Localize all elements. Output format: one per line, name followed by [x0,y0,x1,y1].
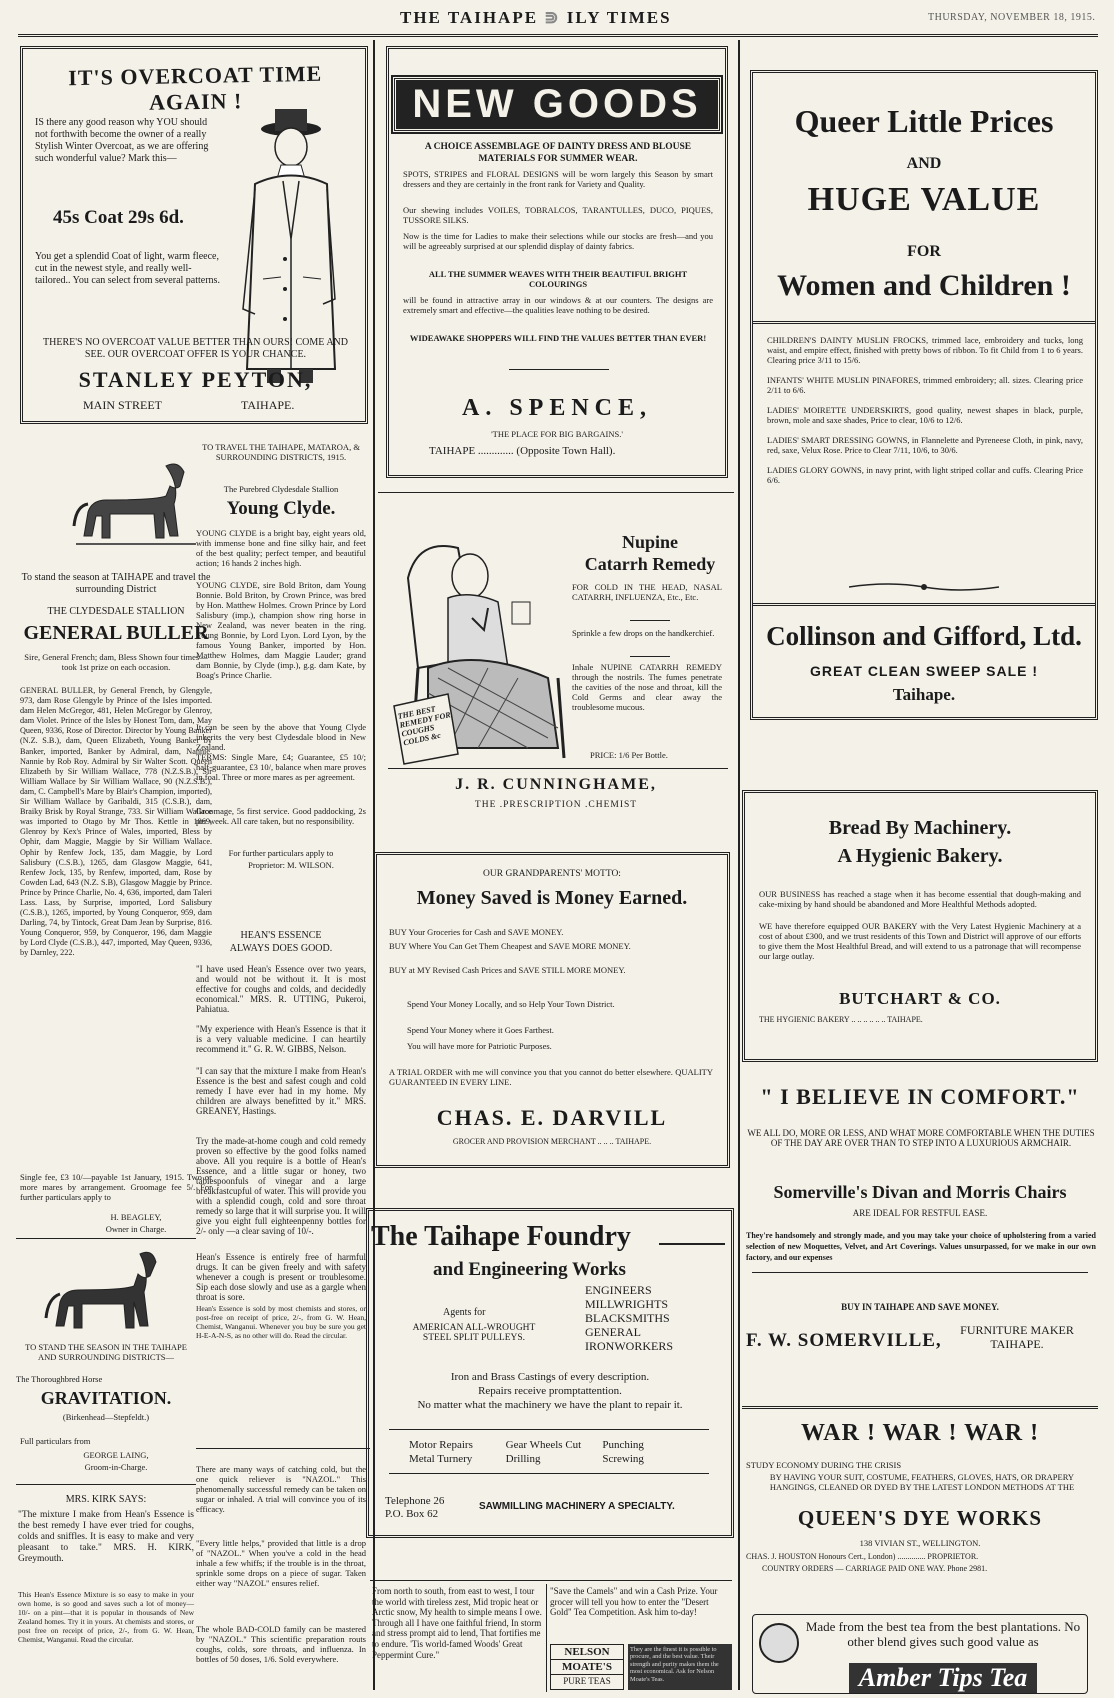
moate-brand-3: PURE TEAS [551,1674,623,1687]
nupine-rule-2 [630,656,670,657]
somerville-name: F. W. SOMERVILLE, [746,1330,942,1351]
woods-text: From north to south, from east to west, I tour the world with tireless zest, Mid tropic heat or Arctic snow, My health to simple means I owe. Through all I have one faithful friend, In storm and stress prompt aid to lend, That fortifies me to endure. 'Tis world-famed Woods' Great Peppermint Cure." [372,1586,542,1660]
spence-p1: SPOTS, STRIPES and FLORAL DESIGNS will be worn largely this Season by smart dressers and they are certainly in the front rank for Variety and Quality. [403,169,713,189]
collinson-item: LADIES' SMART DRESSING GOWNS, in Flannelette and Pyreneese Cloth, in pink, navy, red, saxe, Velux Rose. Price to Clear 7/11, 10/6, to 30/6. [767,435,1083,455]
medal-icon [759,1623,799,1663]
nupine-p1: Sprinkle a few drops on the handkerchief. [572,628,715,638]
clyde-p6: For further particulars apply to [228,848,334,858]
heans-p5: Hean's Essence is entirely free of harmful drugs. It can be given freely and with safety whenever a cough is present or troublesome. Sip each dose slowly and use as a gargle when throat is sore. [196,1252,366,1302]
somerville-p2: They're handsomely and strongly made, and you may take your choice of upholstering from a varied selection of new Moquettes, Velvet, and Art Coverings. Values unsurpassed, for we make in our own factory, and our expenses [746,1231,1096,1262]
somerville-rule [752,1272,1088,1273]
nupine-title2: Catarrh Remedy [584,554,716,574]
foundry-trade: BLACKSMITHS [585,1311,670,1325]
foundry-services [409,1439,699,1465]
spence-p3: Now is the time for Ladies to make their selections while our stocks are fresh—and you will be agreeably surprised at our splendid display of dainty fabrics. [403,231,713,251]
foundry-ad [366,1208,734,1538]
queens-prop: CHAS. J. HOUSTON Honours Cert., London) .............. PROPRIETOR. [746,1552,979,1561]
spence-address: TAIHAPE ............. (Opposite Town Hall). [429,445,616,457]
peyton-headline: IT'S OVERCOAT TIME AGAIN ! [68,60,323,115]
foundry-trade: GENERAL [585,1325,641,1339]
butchart-h1: Bread By Machinery. [828,817,1012,839]
moate-small: They are the finest it is possible to procure, and the best value. Their strength and purity makes them the most economical. Ask for Nelson Moate's Teas. [628,1644,732,1690]
clyde-p1: YOUNG CLYDE is a bright bay, eight years old, with immense bone and fine silky hair, and feet of the best quality; perfect temper, and beautiful action; 16 hands 2 inches high. [196,528,366,568]
queens-ad [742,1414,1098,1590]
foundry-h2: and Engineering Works [433,1259,626,1280]
collinson-h3: HUGE VALUE [807,181,1041,218]
foundry-rule [389,1429,709,1430]
spence-logo: NEW GOODS [393,77,720,132]
peyton-intro: IS there any good reason why YOU should not forthwith become the owner of a really Stylish Winter Overcoat, as we are offering such wonderful value? Mark this— [35,117,209,164]
peyton-body: You get a splendid Coat of light, warm fleece, cut in the newest style, and really well-tailored.. You can select from several patterns. [35,251,220,286]
nupine-for: FOR COLD IN THE HEAD, NASAL CATARRH, INFLUENZA, Etc., Etc. [572,582,722,602]
darvill-p3: BUY at MY Revised Cash Prices and SAVE STILL MORE MONEY. [389,965,626,975]
somerville-p3: BUY IN TAIHAPE AND SAVE MONEY. [841,1302,999,1312]
queens-war: WAR ! WAR ! WAR ! [800,1420,1040,1446]
peyton-name: STANLEY PEYTON, [78,367,313,392]
heans-h2: ALWAYS DOES GOOD. [229,943,333,954]
spence-sub: A CHOICE ASSEMBLAGE OF DAINTY DRESS AND BLOUSE MATERIALS FOR SUMMER WEAR. [424,142,692,164]
foundry-trade: MILLWRIGHTS [585,1297,669,1311]
kirk-ad [16,1494,196,1694]
foundry-agents: Agents for [443,1307,486,1318]
collinson-h5: Women and Children ! [777,269,1071,302]
foundry-service: Gear Wheels Cut [505,1439,582,1451]
nupine-rule-1 [630,620,670,621]
moate-brand-2: MOATE'S [551,1659,623,1674]
darvill-p5: Spend Your Money where it Goes Farthest. [407,1025,554,1035]
heans-p2: "My experience with Hean's Essence is that it is a very valuable medicine. I can heartily recommend it." G. R. W. GIBBS, Nelson. [196,1024,366,1054]
darvill-role: GROCER AND PROVISION MERCHANT .. .. .. TAIHAPE. [452,1137,652,1146]
foundry-h1: The Taihape Foundry [371,1221,631,1252]
somerville-h1: " I BELIEVE IN COMFORT." [760,1084,1080,1109]
nazol-ad [196,1464,370,1694]
nupine-p2: Inhale NUPINE CATARRH REMEDY through the nostrils. The fumes penetrate the cavities of the nose and throat, kill the Cold Germs and clear away the troublesome mucous. [572,662,722,712]
collinson-town: Taihape. [892,685,956,704]
kirk-small: This Hean's Essence Mixture is so easy to make in your own home, is so good and saves such a lot of money—10/- on a pint—that it is popular in thousands of New Zealand homes. Try it in yours. At chemists and stores, or post free on receipt of price, 2/-, from G. W. Hean, Chemist, Wanganui. Read the circular. [18,1590,194,1644]
peyton-town: TAIHAPE. [241,398,295,412]
nazol-p1: There are many ways of catching cold, but the one quick reliever is "NAZOL." This phenomenally successful remedy can be taken on sugar or inhaled. A trial will convince you of its efficacy. [196,1464,366,1514]
gravitation-ad [16,1246,196,1472]
darvill-p2: BUY Where You Can Get Them Cheapest and SAVE MORE MONEY. [389,941,631,951]
masthead-title: THE TAIHAPE ⋑ ILY TIMES [400,8,672,27]
somerville-role1: FURNITURE MAKER [960,1323,1074,1337]
nupine-price: PRICE: 1/6 Per Bottle. [590,750,668,760]
darvill-p6: You will have more for Patriotic Purposes. [407,1041,552,1051]
buller-rule [16,1238,196,1239]
nupine-role: THE .PRESCRIPTION .CHEMIST [474,800,638,810]
darvill-ad [374,852,730,1168]
nupine-title1: Nupine [621,532,679,552]
camels-text: "Save the Camels" and win a Cash Prize. Your grocer will tell you how to enter the "Desert Gold" Tea Competition. Ask him to-day! [550,1586,718,1618]
gravitation-apply: Full particulars from [20,1436,91,1446]
butchart-ad [742,790,1098,1062]
nazol-p2: "Every little helps," provided that little is a drop of "NAZOL." When you've a cold in the head inhale a few whiffs; if the trouble is in the throat, sprinkle some drops on a piece of sugar. Taken either way "NAZOL" ensures relief. [196,1538,366,1588]
gravitation-breed: The Thoroughbred Horse [16,1374,103,1384]
foundry-service: Motor Repairs [409,1439,473,1451]
nupine-ad [380,498,732,828]
somerville-h2b: ARE IDEAL FOR RESTFUL EASE. [852,1208,988,1218]
foundry-rule-2 [389,1473,709,1474]
foundry-p1: Iron and Brass Castings of every description. [450,1371,650,1383]
collinson-h1: Queer Little Prices [794,103,1054,139]
peyton-price: 45s Coat 29s 6d. [53,207,184,228]
queens-addr: 138 VIVIAN ST., WELLINGTON. [859,1538,981,1548]
buller-terms: Single fee, £3 10/—payable 1st January, 1915. Two or more mares by arrangement. Groomage fee 5/. For further particulars apply to [20,1172,212,1202]
foundry-trade: ENGINEERS [585,1283,652,1297]
foundry-spec: SAWMILLING MACHINERY A SPECIALTY. [479,1501,675,1512]
buller-sire: Sire, General French; dam, Bless Shown four times—took 1st prize on each occasion. [24,652,208,672]
heans-ad [196,930,370,1450]
masthead-title-right: ILY TIMES [566,8,672,27]
nazol-p3: The whole BAD-COLD family can be mastered by "NAZOL." This scientific preparation routs coughs, colds, sore throats, and influenza. In bottles of 50 doses, 1/6. Sold everywhere. [196,1624,366,1664]
spence-p6: WIDEAWAKE SHOPPERS WILL FIND THE VALUES BETTER THAN EVER! [409,333,707,343]
masthead-date: THURSDAY, NOVEMBER 18, 1915. [928,12,1096,23]
spence-p5: will be found in attractive array in our windows & at our counters. The designs are extremely smart and effective—the qualities leave nothing to be desired. [403,295,713,315]
buller-travel: To stand the season at TAIHAPE and travel the surrounding District [21,572,211,595]
darvill-headline: Money Saved is Money Earned. [416,887,688,909]
foundry-service: Metal Turnery [409,1453,473,1465]
clyde-p3: It can be seen by the above that Young Clyde inherits the very best Clydesdale blood in New Zealand. [196,722,366,752]
collinson-rule-2 [753,603,1095,606]
kirk-quote: "The mixture I make from Hean's Essence is the best remedy I have ever tried for coughs, colds and sniffles. It is easy to make and very pleasant to take." MRS. H. KIRK, Greymouth. [18,1510,194,1564]
collinson-item: LADIES' MOIRETTE UNDERSKIRTS, good quality, newest shapes in black, purple, brown, mole and saxe shades, Price to clear, 10/6 to 12/6. [767,405,1083,425]
gravitation-rule [16,1484,196,1485]
collinson-items [767,335,1083,490]
foundry-p3: No matter what the machinery we have the plant to repair it. [417,1399,683,1411]
kirk-head: MRS. KIRK SAYS: [65,1494,147,1505]
clyde-head: TO TRAVEL THE TAIHAPE, MATAROA, & SURROUNDING DISTRICTS, 1915. [202,442,360,462]
somerville-bottom-rule [742,1406,1098,1409]
clyde-ad [196,436,370,916]
collinson-h2: AND [906,155,942,172]
peyton-address: MAIN STREET [83,398,162,412]
heans-p6: Hean's Essence is sold by most chemists and stores, or post-free on receipt of price, 2/-, from G. W. Hean, Chemist, Wanganui. Whenever you buy be sure you get H-E-A-N-S, as no other will do. Read the circular. [196,1304,366,1340]
collinson-name: Collinson and Gifford, Ltd. [766,621,1082,651]
heans-p3: "I can say that the mixture I make from Hean's Essence is the best and safest cough and cold remedy I have ever had in my home. My children are always benefitted by it." MRS. GREANEY, Hastings. [196,1066,366,1116]
gravitation-role: Groom-in-Charge. [84,1462,148,1472]
amber-brand-wrap [803,1663,1083,1693]
spence-ad [386,46,728,478]
moate-brand-box [550,1644,624,1690]
foundry-rule-bottom [370,1580,732,1581]
amber-ad [752,1614,1088,1694]
darvill-p7: A TRIAL ORDER with me will convince you that you cannot do better elsewhere. QUALITY GUARANTEED IN EVERY LINE. [389,1067,713,1087]
buller-owner: H. BEAGLEY, [110,1212,162,1222]
queens-orders: COUNTRY ORDERS — CARRIAGE PAID ONE WAY. Phone 2981. [762,1564,988,1573]
collinson-ad [750,70,1098,720]
spence-logo-wrap [389,77,725,132]
foundry-p2: Repairs receive promptattention. [478,1385,622,1397]
butchart-h2: A Hygienic Bakery. [837,845,1003,867]
collinson-rule-1 [753,321,1095,324]
somerville-role2: TAIHAPE. [990,1337,1044,1351]
collinson-item: INFANTS' WHITE MUSLIN PINAFORES, trimmed embroidery; all. sizes. Clearing price 2/11 to 6/6. [767,375,1083,395]
somerville-h2: Somerville's Divan and Morris Chairs [773,1182,1067,1202]
darvill-motto: OUR GRANDPARENTS' MOTTO: [483,869,621,879]
spence-tagline: 'THE PLACE FOR BIG BARGAINS.' [491,429,623,439]
nupine-rule-3 [388,768,728,769]
spence-name: A. SPENCE, [461,395,653,421]
collinson-sale: GREAT CLEAN SWEEP SALE ! [809,663,1039,679]
woods-rule [546,1584,547,1692]
butchart-role: THE HYGIENIC BAKERY .. .. .. .. .. .. TAIHAPE. [759,1015,923,1024]
column-rule-2 [738,40,740,1690]
gravitation-owner: GEORGE LAING, [83,1450,149,1460]
darvill-name: CHAS. E. DARVILL [436,1105,668,1130]
heans-p1: "I have used Hean's Essence over two years, and would not be without it. It is most effective for coughs and colds, and decidedly economical." MRS. R. UTTING, Pukeroi, Pahiatua. [196,964,366,1014]
darvill-p4: Spend Your Money Locally, and so Help Your Town District. [407,999,615,1009]
peyton-ad [20,46,368,424]
spence-divider [509,369,609,370]
butchart-name: BUTCHART & CO. [839,989,1001,1008]
clyde-p7: Proprietor: M. WILSON. [248,860,334,870]
gravitation-travel: TO STAND THE SEASON IN THE TAIHAPE AND SURROUNDING DISTRICTS— [25,1342,187,1362]
spence-p2: Our shewing includes VOILES, TOBRALCOS, TARANTULLES, DUCO, PIQUES, TUSSORE SILKS. [403,205,713,225]
foundry-box: P.O. Box 62 [385,1508,439,1520]
camels-ad [550,1586,732,1694]
clyde-p5: Groomage, 5s first service. Good paddocking, 2s per week. All care taken, but no responsibility. [196,806,366,826]
buller-breed: THE CLYDESDALE STALLION [47,606,185,617]
collinson-item: LADIES GLORY GOWNS, in navy print, with light striped collar and cuffs. Clearing Price 6/6. [767,465,1083,485]
darvill-p1: BUY Your Groceries for Cash and SAVE MONEY. [389,927,564,937]
amber-brand: Amber Tips Tea [849,1663,1038,1693]
clyde-p4: TERMS: Single Mare, £4; Guarantee, £5 10/; half-guarantee, £3 10/, balance when mare proves in foal. Three or more mares as per agreement. [196,752,366,782]
foundry-phone: Telephone 26 [385,1495,445,1507]
ornament-divider-icon [849,581,999,593]
clyde-p2: YOUNG CLYDE, sire Bold Briton, dam Young Bonnie. Bold Briton, by Crown Prince, was bred by Hon. Matthew Holmes. Crown Prince by Lord Salisbury (imp.), champion show ring horse in New Zealand, was never beaten in the ring. Young Bonnie, by Lord Lyon. Lord Lyon, by the famous Young Banker, imported by Hon. Matthew Holmes, dam Maggie Lauder; grand dam Bonnie, by Clyde (imp.), g.g. dam Kate, by Boag's Prince Charlie. [196,580,366,680]
queens-name: QUEEN'S DYE WORKS [797,1506,1043,1530]
horse-illustration-icon [66,456,206,551]
somerville-p1: WE ALL DO, MORE OR LESS, AND WHAT MORE COMFORTABLE WHEN THE DUTIES OF THE DAY ARE OVER THAN TO STEP INTO A LUXURIOUS ARMCHAIR. [747,1128,1095,1148]
moate-brand-1: NELSON [564,1646,610,1658]
buller-pedigree: GENERAL BULLER, by General French, by Glengyle, 973, dam Rose Glengyle by Prince of the Isles imported. dam Helen McGregor, 481, Helen McGregor by Glenroy, dam Violet. Prince of the Isles by Honest Tom, dam, May Queen, 9336, Rose of Director. Director by Young Banker (N.Z. S.B.), dam, Queen Elizabeth, Young Banker by Banker, imported, Banker by Admiral, dam, Nannie. Nannie by Rob Roy. Admiral by Sir Walter Scott. Queen Elizabeth by Sir William Wallace, 778 (N.Z.S.B.), Sir William Wallace by Sir William Wallace, 90 (N.Z.S.B.), dam, C. Campbell's Mare by Blair's Champion, imported), Sir William Wallace by Garibaldi, 315 (C.S.B.), dam, Braiky Brisk by Royal Strange, 733. Sir William Wallace was imported to Otago by Mr Thos. Kettle in 1869, Glenroy by Kex's Prince of Wales, imported, Bless by Ophir, dam Maggie, Maggie by Sir William Wallace. Ophir by Renfew Jock, 135, dam Maggie, by Lord Salisbury (C.S.B.), 1265, dam Glasgow Maggie, 641, Renfew Jock, 135, by Renfew, imported, dam, Rose by Cowden Lad, 643 (N.Z. S.B), Glasgow Maggie by Prince. Prince by Prince Charlie, No. 4, 636, imported, dam Taleri Lass. Lass, by Surprise, imported, Lord Salisbury (C.S.B.), 1265, imported, by Young Conqueror, 959, dam Darling, 74, by Tintock, Great Dam Jean by Surprise, 816. Young Conqueror, 959, by Conqueror, 196, dam Maggie by Lord Clyde (C.S.B.), 447, imported, May Queen, 9336, by Darnley, 222. [20,686,212,958]
foundry-trades [585,1283,725,1353]
amber-text: Made from the best tea from the best plantations. No other blend gives such good value as [805,1619,1081,1649]
heans-rule [196,1448,370,1449]
foundry-h1-rule [659,1243,725,1245]
gravitation-pedigree: (Birkenhead—Stepfeldt.) [62,1412,150,1422]
clyde-breed: The Purebred Clydesdale Stallion [223,484,339,494]
collinson-h4: FOR [907,243,941,260]
horse-illustration-icon [36,1246,176,1334]
collinson-item: CHILDREN'S DAINTY MUSLIN FROCKS, trimmed lace, embroidery and tucks, long waist, and empire effect, finished with pretty bows of ribbon. To fit Child from 1 to 6 years. Clearing price 3/11 to 15/6. [767,335,1083,365]
woods-ad [372,1586,542,1694]
masthead-title-left: THE TAIHAPE [400,8,545,27]
foundry-agents2: AMERICAN ALL-WROUGHT STEEL SPLIT PULLEYS. [412,1323,536,1343]
foundry-service: Punching [602,1439,644,1451]
foundry-trade: IRONWORKERS [585,1339,674,1353]
foundry-service: Screwing [602,1453,644,1465]
heans-p4: Try the made-at-home cough and cold remedy proven so effective by the good folks named above. All you require is a bottle of Hean's Essence, and a little sugar or honey, two tablespoonfuls of vinegar and a large breakfastcupful of water. This will provide you with a splendid cough, cold and sore throat remedy so large that it will surprise you. It will give you eight full eighteenpenny bottles for 2/- only —a clear saving of 10/-. [196,1136,366,1236]
somerville-ad [742,1084,1098,1408]
gravitation-name: GRAVITATION. [40,1388,172,1408]
peyton-offer: THERE'S NO OVERCOAT VALUE BETTER THAN OURS! COME AND SEE. OUR OVERCOAT OFFER IS YOUR CHANCE. [43,337,348,360]
heans-h1: HEAN'S ESSENCE [240,930,322,941]
foundry-service: Drilling [505,1453,541,1465]
clyde-name: Young Clyde. [226,498,336,519]
buller-owner-role: Owner in Charge. [105,1224,167,1234]
butchart-p2: WE have therefore equipped OUR BAKERY with the Very Latest Hygienic Machinery at a cost of about £300, and we trust residents of this Town and District will approve of our efforts to give them the Most Healthful Bread, and will extend to us a patronage that will recompense our large outlay. [759,921,1081,961]
buller-name: GENERAL BULLER [23,622,209,644]
spence-p4: ALL THE SUMMER WEAVES WITH THEIR BEAUTIFUL BRIGHT COLOURINGS [428,269,688,289]
queens-p1: STUDY ECONOMY DURING THE CRISIS [746,1460,902,1470]
nupine-name: J. R. CUNNINGHAME, [455,776,657,793]
butchart-p1: OUR BUSINESS has reached a stage when it has become essential that dough-making and cake-mixing by hand should be abandoned and More Healthful Methods adopted. [759,889,1081,909]
masthead-rule [18,34,1098,37]
nupine-bottle-label: THE BEST REMEDY FOR COUGHS COLDS &c [396,704,452,748]
queens-p2: BY HAVING YOUR SUIT, COSTUME, FEATHERS, GLOVES, HATS, OR DRAPERY HANGINGS, CLEANED OR DYED BY THE LATEST LONDON METHODS AT THE [769,1472,1075,1492]
spence-rule [378,492,734,493]
